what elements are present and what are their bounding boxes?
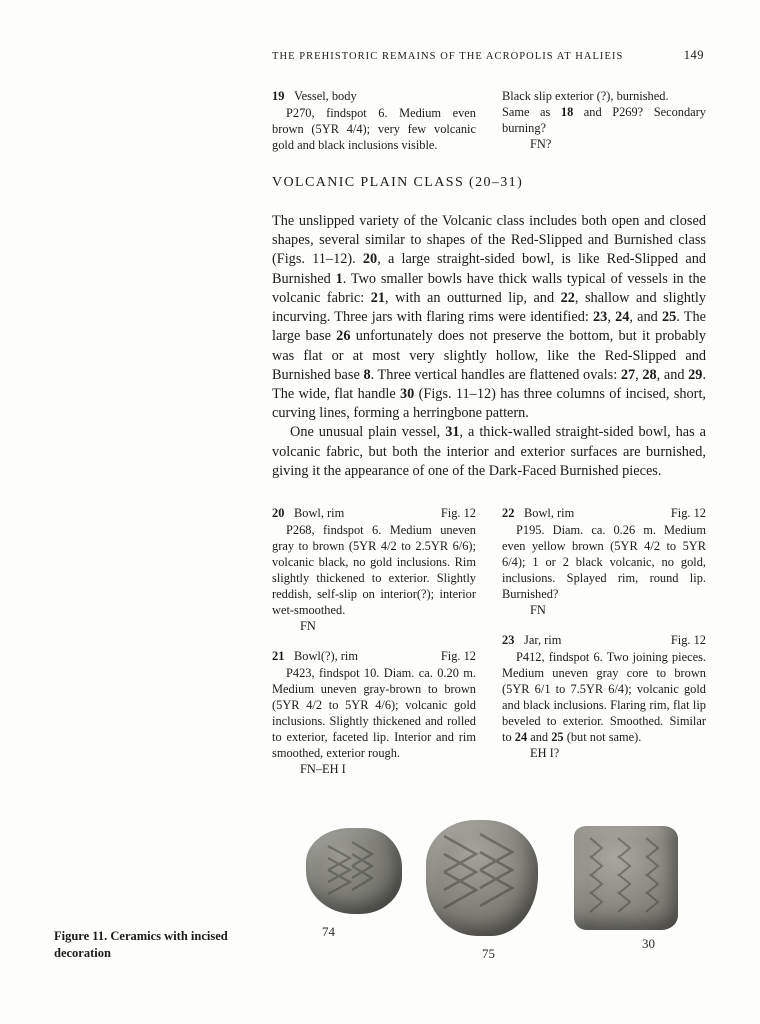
running-head bbox=[272, 48, 704, 63]
entry-number: 21 bbox=[272, 649, 285, 663]
entry-name: Bowl, rim bbox=[524, 506, 575, 520]
sherd-label-74: 74 bbox=[322, 924, 335, 939]
catalog-main-column-right bbox=[502, 505, 706, 791]
catalog-top bbox=[272, 88, 706, 167]
entry-header bbox=[272, 88, 476, 104]
entry-figure-ref: Fig. 12 bbox=[670, 506, 706, 520]
entry-body: P270, findspot 6. Medium even brown (5YR 4/4); very few volcanic gold and black inclusions visible. bbox=[272, 106, 476, 152]
entry-name: Bowl(?), rim bbox=[294, 649, 359, 663]
entry-continuation-line-2: Same as 18 and P269? Secondary burning? bbox=[502, 105, 706, 135]
sherd-75 bbox=[426, 820, 538, 936]
paragraph-2: One unusual plain vessel, 31, a thick-walled straight-sided bowl, has a volcanic fabric, but both the interior and exterior surfaces are burnished, giving it the appearance of one of the Dark-Faced Burnished pieces. bbox=[272, 424, 707, 479]
page-number: 149 bbox=[683, 48, 704, 62]
catalog-main bbox=[272, 505, 706, 791]
entry-figure-ref: Fig. 12 bbox=[440, 506, 476, 520]
incised-decoration-icon bbox=[426, 820, 538, 936]
entry-period: FN–EH I bbox=[300, 762, 346, 776]
entry-number: 19 bbox=[272, 89, 285, 103]
sherd-label-75: 75 bbox=[482, 946, 495, 961]
figure-11-image bbox=[288, 820, 706, 960]
section-heading bbox=[272, 175, 706, 191]
entry-period: FN bbox=[300, 619, 316, 633]
entry-body: P412, findspot 6. Two joining pieces. Medium uneven gray core to brown (5YR 6/1 to 7.5YR 6/4); volcanic gold and black inclusions. Flaring rim, flat lip beveled to exterior. Smoothed. Similar to 24 and 25 (but not same). bbox=[502, 650, 706, 744]
incised-decoration-icon bbox=[574, 826, 678, 930]
entry-number: 23 bbox=[502, 633, 515, 647]
entry-number: 22 bbox=[502, 506, 515, 520]
entry-number: 20 bbox=[272, 506, 285, 520]
entry-header bbox=[502, 632, 706, 648]
figure-caption: Figure 11. Ceramics with incised decoration bbox=[54, 929, 228, 960]
catalog-entry bbox=[502, 505, 706, 618]
section-heading-text: VOLCANIC PLAIN CLASS (20–31) bbox=[272, 175, 524, 190]
sherd-label-30: 30 bbox=[642, 936, 655, 951]
entry-continuation-tail: FN? bbox=[530, 137, 552, 151]
catalog-column-right bbox=[502, 88, 706, 167]
catalog-entry bbox=[502, 632, 706, 761]
entry-figure-ref: Fig. 12 bbox=[670, 633, 706, 647]
entry-figure-ref: Fig. 12 bbox=[440, 649, 476, 663]
entry-period: FN bbox=[530, 603, 546, 617]
catalog-entry bbox=[272, 648, 476, 777]
catalog-entry-continuation bbox=[502, 88, 706, 152]
catalog-main-column-left bbox=[272, 505, 476, 791]
entry-header bbox=[272, 505, 476, 521]
entry-body: P268, findspot 6. Medium uneven gray to brown (5YR 4/2 to 2.5YR 6/6); volcanic black, no gold inclusions. Rim slightly thickened to exterior. Slightly reddish, self-slip on interior(?); interior wet-smoothed. bbox=[272, 523, 476, 617]
entry-name: Bowl, rim bbox=[294, 506, 345, 520]
paragraph-1: The unslipped variety of the Volcanic class includes both open and closed shapes, several similar to shapes of the Red-Slipped and Burnished class (Figs. 11–12). 20, a large straight-sided bowl, is like Red-Slipped and Burnished 1. Two smaller bowls have thick walls typical of vessels in the volcanic fabric: 21, with an outturned lip, and 22, shallow and slightly incurving. Three jars with flaring rims were identified: 23, 24, and 25. The large base 26 unfortunately does not preserve the bottom, but it probably was flat or at most very slightly hollow, like the Red-Slipped and Burnished base 8. Three vertical handles are flattened ovals: 27, 28, and 29. The wide, flat handle 30 (Figs. 11–12) has three columns of incised, short, curving lines, forming a herringbone pattern. bbox=[272, 213, 707, 422]
entry-period: EH I? bbox=[530, 746, 560, 760]
catalog-column-left bbox=[272, 88, 476, 167]
incised-decoration-icon bbox=[306, 828, 402, 914]
entry-name: Vessel, body bbox=[294, 89, 357, 103]
catalog-entry bbox=[272, 505, 476, 634]
running-head-title: THE PREHISTORIC REMAINS OF THE ACROPOLIS AT HALIEIS bbox=[272, 51, 624, 62]
entry-body: P423, findspot 10. Diam. ca. 0.20 m. Medium uneven gray-brown to brown (5YR 4/2 to 5YR 4/6); volcanic gold inclusions. Slightly thickened and rolled to exterior, faceted lip. Interior and rim smoothed, exterior rough. bbox=[272, 666, 476, 760]
sherd-74 bbox=[306, 828, 402, 914]
body-text bbox=[272, 212, 706, 481]
entry-body: P195. Diam. ca. 0.26 m. Medium even yellow brown (5YR 4/2 to 5YR 6/4); 1 or 2 black volcanic, no gold, inclusions. Splayed rim, round lip. Burnished? bbox=[502, 523, 706, 601]
entry-header bbox=[502, 505, 706, 521]
entry-continuation-line-1: Black slip exterior (?), burnished. bbox=[502, 89, 669, 103]
entry-header bbox=[272, 648, 476, 664]
sherd-30 bbox=[574, 826, 678, 930]
catalog-entry bbox=[272, 88, 476, 153]
entry-name: Jar, rim bbox=[524, 633, 562, 647]
